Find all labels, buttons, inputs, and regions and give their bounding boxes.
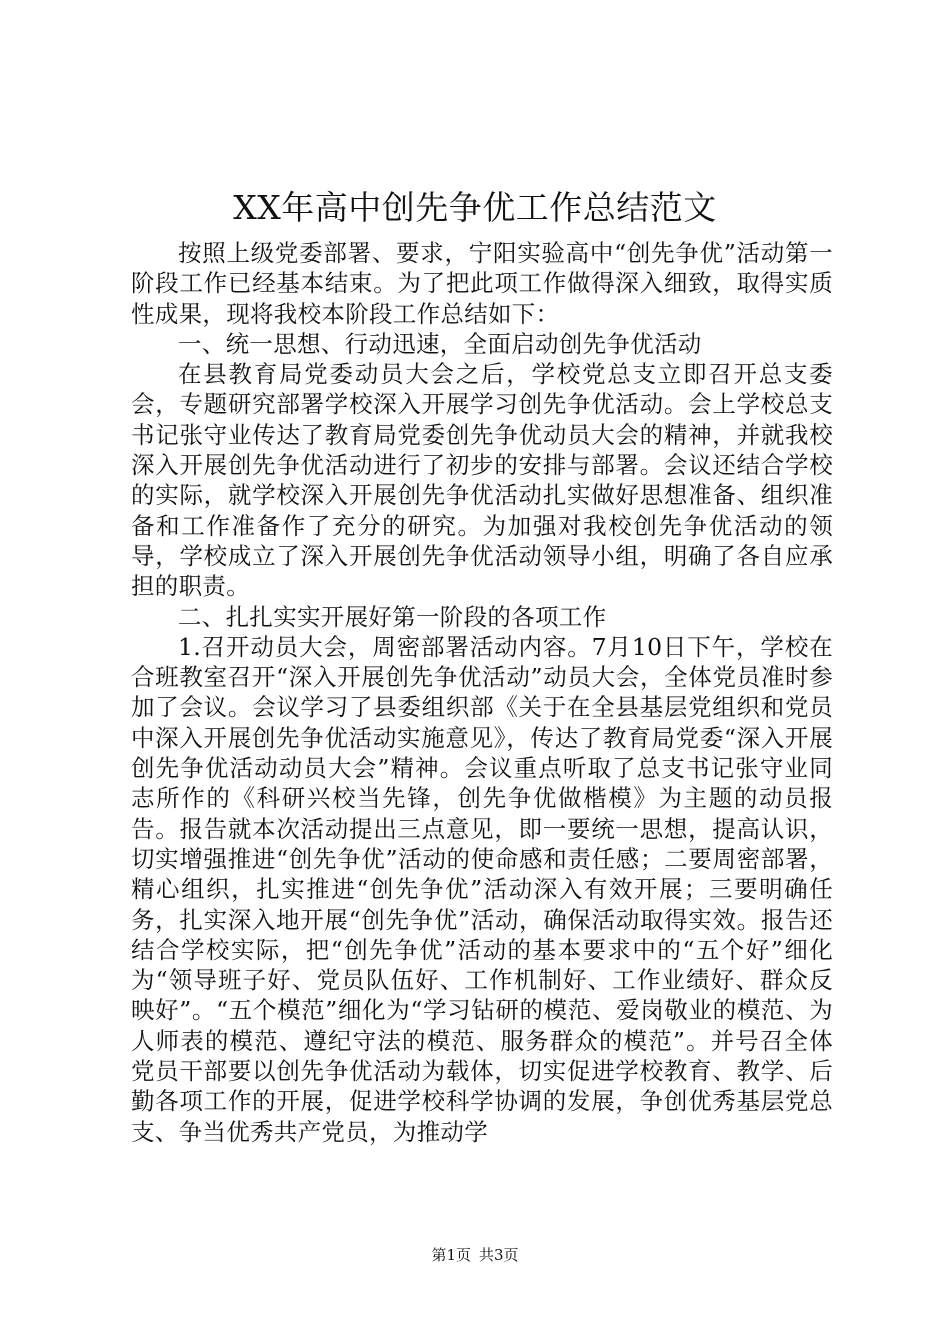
paragraph-item-1: 1.召开动员大会，周密部署活动内容。7月10日下午，学校在合班教室召开“深入开展创先争优活动”动员大会，全体党员准时参加了会议。会议学习了县委组织部《关于在全县基层党组织和党员中深入开展创先争优活动实施意见》，传达了教育局党委“深入开展创先争优活动动员大会”精神。会议重点听取了总支书记张守业同志所作的《科研兴校当先锋，创先争优做楷模》为主题的动员报告。报告就本次活动提出三点意见，即一要统一思想，提高认识，切实增强推进“创先争优”活动的使命感和责任感；二要周密部署，精心组织，扎实推进“创先争优”活动深入有效开展；三要明确任务，扎实深入地开展“创先争优”活动，确保活动取得实效。报告还结合学校实际，把“创先争优”活动的基本要求中的“五个好”细化为“领导班子好、党员队伍好、工作机制好、工作业绩好、群众反映好”。“五个模范”细化为“学习钻研的模范、爱岗敬业的模范、为人师表的模范、遵纪守法的模范、服务群众的模范”。并号召全体党员干部要以创先争优活动为载体，切实促进学校教育、教学、后勤各项工作的开展，促进学校科学协调的发展，争创优秀基层党总支、争当优秀共产党员，为推动学 bbox=[131, 632, 833, 1146]
document-title: XX年高中创先争优工作总结范文 bbox=[233, 188, 717, 227]
page-number: 第1页 bbox=[431, 1246, 471, 1264]
paragraph-section-1: 在县教育局党委动员大会之后，学校党总支立即召开总支委会，专题研究部署学校深入开展学习创先争优活动。会上学校总支书记张守业传达了教育局党委创先争优动员大会的精神，并就我校深入开展创先争优活动进行了初步的安排与部署。会议还结合学校的实际，就学校深入开展创先争优活动扎实做好思想准备、组织准备和工作准备作了充分的研究。为加强对我校创先争优活动的领导，学校成立了深入开展创先争优活动领导小组，明确了各自应承担的职责。 bbox=[131, 360, 833, 601]
paragraph-intro: 按照上级党委部署、要求，宁阳实验高中“创先争优”活动第一阶段工作已经基本结束。为了把此项工作做得深入细致，取得实质性成果，现将我校本阶段工作总结如下： bbox=[131, 239, 833, 328]
section-heading-1: 一、统一思想、行动迅速，全面启动创先争优活动 bbox=[178, 329, 702, 358]
section-heading-2: 二、扎扎实实开展好第一阶段的各项工作 bbox=[178, 602, 607, 631]
page-footer bbox=[0, 1245, 950, 1265]
document-body bbox=[131, 238, 833, 1147]
page-total: 共3页 bbox=[479, 1246, 519, 1264]
